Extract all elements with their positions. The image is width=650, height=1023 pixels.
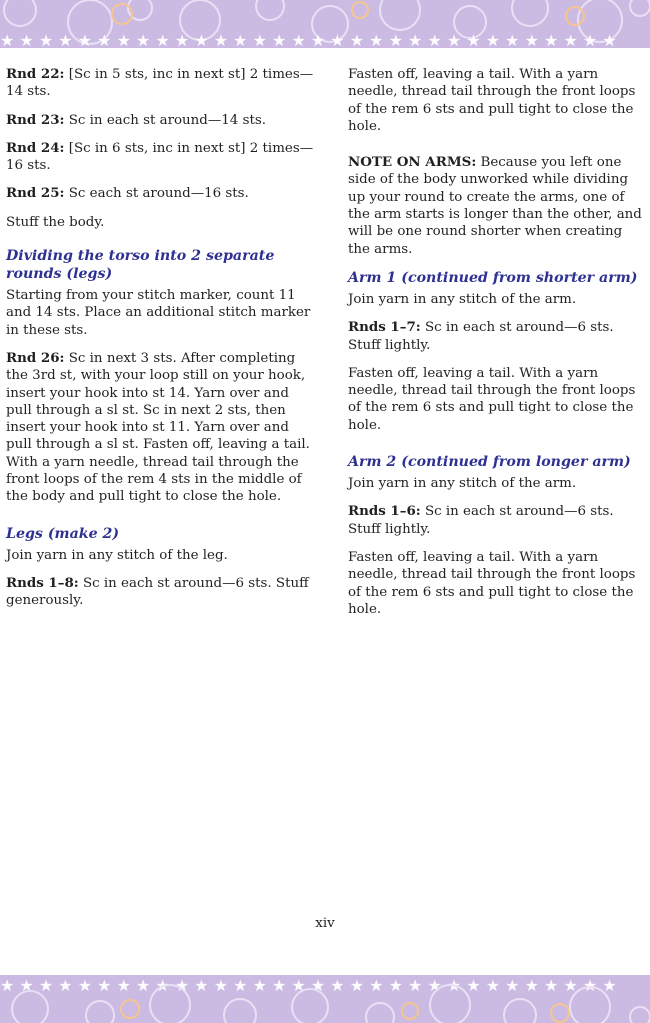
arm-2-rnds-label: Rnds 1–6: (348, 503, 421, 520)
rnd-24-label: Rnd 24: (6, 139, 65, 156)
arm-2-heading: Arm 2 (continued from longer arm) (348, 454, 631, 471)
rnd-22-text: [Sc in 5 sts, inc in next st] 2 times—14 sts. (6, 67, 314, 100)
rnd-25-label: Rnd 25: (6, 185, 65, 202)
rnd-25-paragraph (6, 185, 316, 202)
dividing-torso-paragraph: Starting from your stitch marker, count 11 and 14 sts. Place an additional stitch marker in these sts. (6, 288, 311, 338)
rnd-26-label: Rnd 26: (6, 349, 65, 366)
legs-join-paragraph: Join yarn in any stitch of the leg. (6, 547, 228, 563)
rnd-23-paragraph (6, 112, 316, 129)
dividing-torso-heading: Dividing the torso into 2 separate rounds (legs) (6, 248, 275, 283)
arm-2-fasten-paragraph: Fasten off, leaving a tail. With a yarn needle, thread tail through the front loops of the rem 6 sts and pull tight to close the hole. (348, 549, 636, 617)
legs-rnds-paragraph (6, 575, 316, 610)
note-on-arms-label: NOTE ON ARMS: (348, 154, 477, 171)
rnd-23-label: Rnd 23: (6, 111, 65, 128)
legs-heading: Legs (make 2) (6, 525, 120, 542)
legs-rnds-label: Rnds 1–8: (6, 574, 79, 591)
page-number: xiv (315, 916, 335, 931)
arm-2-rnds-text: Sc in each st around—6 sts. Stuff lightly. (348, 504, 614, 537)
rnd-23-text: Sc in each st around—14 sts. (64, 112, 266, 128)
rnd-24-text: [Sc in 6 sts, inc in next st] 2 times—16 sts. (6, 140, 314, 174)
banner-pattern (0, 0, 650, 48)
fasten-off-paragraph: Fasten off, leaving a tail. With a yarn needle, thread tail through the front loops of the rem 6 sts and pull tight to close the hole. (348, 67, 636, 134)
note-on-arms-paragraph (348, 154, 644, 258)
banner-pattern (0, 975, 650, 1023)
stuff-body-paragraph: Stuff the body. (6, 214, 105, 230)
arm-2-join-paragraph: Join yarn in any stitch of the arm. (348, 476, 577, 492)
rnd-22-label: Rnd 22: (6, 66, 65, 82)
rnd-26-text: Sc in next 3 sts. After completing the 3rd st, with your loop still on your hook, insert your hook into st 14. Yarn over and pull through a sl st. Sc in next 2 sts, then insert your hook into st 11. Yarn over and pull through a sl st. Fasten off, leaving a tail. With a yarn needle, thread tail through the front loops of the rem 4 sts in the middle of the body and pull tight to close the hole. (6, 350, 310, 505)
rnd-24-paragraph (6, 140, 316, 175)
arm-1-fasten-paragraph: Fasten off, leaving a tail. With a yarn needle, thread tail through the front loops of the rem 6 sts and pull tight to close the hole. (348, 365, 636, 433)
arm-1-join-paragraph: Join yarn in any stitch of the arm. (348, 291, 577, 307)
arm-1-rnds-text: Sc in each st around—6 sts. Stuff lightly. (348, 320, 614, 353)
arm-1-heading: Arm 1 (continued from shorter arm) (348, 269, 638, 286)
rnd-26-paragraph (6, 350, 316, 506)
arm-2-rnds-paragraph (348, 503, 644, 538)
note-on-arms-text: Because you left one side of the body unworked while dividing up your round to create the arms, one of the arm starts is longer than the other, and will be one round shorter when creating the arms. (348, 155, 642, 257)
left-column (6, 66, 316, 621)
arm-1-rnds-label: Rnds 1–7: (348, 319, 421, 336)
arm-1-rnds-paragraph (348, 319, 644, 354)
bottom-decorative-banner (0, 975, 650, 1023)
legs-rnds-text: Sc in each st around—6 sts. Stuff generously. (6, 575, 309, 609)
top-decorative-banner (0, 0, 650, 48)
rnd-25-text: Sc each st around—16 sts. (64, 186, 249, 202)
svg-text:★ ★ ★ ★ ★ ★ ★ ★ ★ ★ ★ ★ ★ ★ ★: ★ ★ ★ ★ ★ ★ ★ ★ ★ ★ ★ ★ ★ ★ ★ ★ ★ ★ ★ ★ ★ ★ ★ ★ ★ ★ ★ ★ ★ ★ ★ ★ (0, 31, 617, 48)
right-column (348, 66, 644, 629)
svg-text:★ ★ ★ ★ ★ ★ ★ ★ ★ ★ ★ ★ ★ ★ ★: ★ ★ ★ ★ ★ ★ ★ ★ ★ ★ ★ ★ ★ ★ ★ ★ ★ ★ ★ ★ ★ ★ ★ ★ ★ ★ ★ ★ ★ ★ ★ ★ (0, 976, 617, 995)
rnd-22-paragraph (6, 66, 316, 101)
